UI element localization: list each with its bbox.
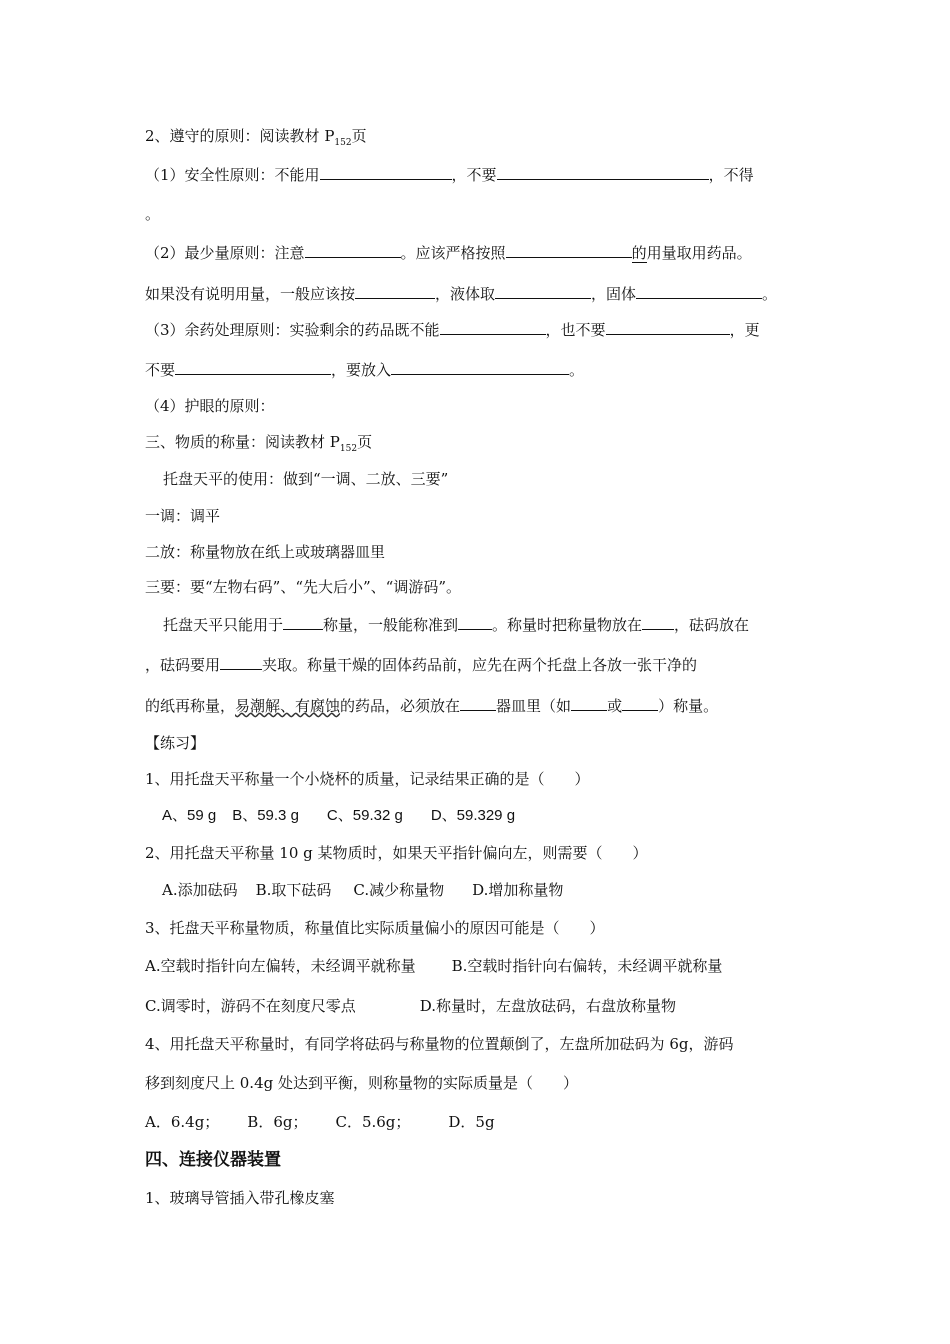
rule-4-line: （4）护眼的原则： [145,397,275,415]
option-b: B、59.3 g [232,807,299,824]
blank [391,359,569,375]
question-4-options [145,1112,495,1132]
blank [460,695,496,711]
step-three-line: 三要：要“左物右码”、“先大后小”、“调游码”。 [145,578,462,596]
option-b: B.取下砝码 [255,881,332,899]
rule-1-end: 。 [145,205,161,223]
option-d: D.称量时，左盘放砝码，右盘放称量物 [419,997,676,1015]
section-3-heading [145,432,372,459]
rule-3-text-b: ，也不要 [545,321,606,339]
question-1: 1、用托盘天平称量一个小烧杯的质量，记录结果正确的是（ ） [145,770,590,788]
blank [495,283,591,299]
rule-3b-text-b: ，要放入 [331,361,392,379]
question-4-line-1: 4、用托盘天平称量时，有同学将砝码与称量物的位置颠倒了，左盘所加砝码为 6g，游码 [145,1035,734,1053]
blank [506,242,632,258]
rule-1-text-c: ，不得 [708,166,754,184]
blank [283,614,323,630]
option-b: B．6g； [247,1113,308,1131]
wavy-emphasis: 易潮解、有腐蚀 [235,697,341,715]
option-d: D、59.329 g [430,807,516,824]
option-a: A、59 g [162,807,217,824]
para-text: ，砝码要用 [145,656,221,674]
rule-2b-end: 。 [762,285,778,303]
blank [606,319,730,335]
rule-2-text-d: 用量取用药品。 [646,244,752,262]
option-c: C.减少称量物 [353,881,445,899]
option-c: C．5.6g； [335,1113,411,1131]
rule-1-text-b: ，不要 [451,166,497,184]
para-text: 的纸再称量， [145,697,236,715]
rule-3b-text: 不要 [145,361,176,379]
blank [440,319,546,335]
blank [642,614,674,630]
question-3-options-row-2 [145,996,676,1016]
page-subscript: 152 [334,138,352,148]
para-text: 托盘天平只能用于 [163,616,284,634]
rule-1-continuation [145,204,160,224]
section-4-item-1: 1、玻璃导管插入带孔橡皮塞 [145,1189,335,1207]
para-text-c: 。称量时把称量物放在 [492,616,643,634]
option-a: A.添加砝码 [162,881,238,899]
blank [571,695,607,711]
option-a: A．6.4g； [145,1113,220,1131]
section-2-suffix: 页 [351,127,367,145]
para-text-c: 的药品，必须放在 [340,697,461,715]
question-2: 2、用托盘天平称量 10 g 某物质时，如果天平指针偏向左，则需要（ ） [145,844,648,862]
blank [320,164,452,180]
section-3-suffix: 页 [357,433,373,451]
rule-2b-text: 如果没有说明用量，一般应该按 [145,285,356,303]
question-1-options [162,806,515,826]
blank [622,695,658,711]
rule-2b-text-b: ，液体取 [435,285,496,303]
blank [636,283,762,299]
blank [355,283,435,299]
question-4-line-2: 移到刻度尺上 0.4g 处达到平衡，则称量物的实际质量是（ ） [145,1074,578,1092]
rule-3-text: （3）余药处理原则：实验剩余的药品既不能 [145,321,440,339]
step-one-line: 一调：调平 [145,507,221,525]
rule-1-text: （1）安全性原则：不能用 [145,166,320,184]
rule-2b-text-c: ，固体 [591,285,637,303]
rule-2b-line [145,283,777,304]
option-d: D．5g [448,1113,495,1131]
rule-2-text: （2）最少量原则：注意 [145,244,305,262]
blank [220,654,262,670]
step-two-line: 二放：称量物放在纸上或玻璃器皿里 [145,543,386,561]
blank [497,164,709,180]
section-3-text: 三、物质的称量：阅读教材 P [145,433,340,451]
blank [458,614,492,630]
blank [305,242,401,258]
rule-2-underlined: 的 [631,244,647,262]
rule-3-line [145,319,760,340]
option-c: C、59.32 g [326,807,403,824]
rule-3b-end: 。 [569,361,585,379]
question-2-options [162,880,563,900]
practice-heading: 【练习】 [145,734,206,752]
option-a: A.空载时指针向左偏转，未经调平就称量 [145,957,416,975]
para-text-b: 称量，一般能称准到 [323,616,459,634]
rule-1-line [145,164,754,185]
option-b: B.空载时指针向右偏转，未经调平就称量 [451,957,723,975]
balance-paragraph-line-2 [145,654,697,675]
question-3: 3、托盘天平称量物质，称量值比实际质量偏小的原因可能是（ ） [145,919,605,937]
rule-3-text-c: ，更 [729,321,760,339]
balance-paragraph-line-1 [163,614,749,635]
rule-2-line [145,242,752,263]
option-c: C.调零时，游码不在刻度尺零点 [145,997,356,1015]
para-text-d: 器皿里（如 [496,697,572,715]
blank [175,359,331,375]
para-text-b: 夹取。称量干燥的固体药品前，应先在两个托盘上各放一张干净的 [262,656,698,674]
balance-usage-line: 托盘天平的使用：做到“一调、二放、三要” [163,470,449,488]
para-text-d: ，砝码放在 [674,616,750,634]
para-text-f: ）称量。 [658,697,719,715]
question-3-options-row-1 [145,956,722,976]
section-2-text: 2、遵守的原则：阅读教材 P [145,127,335,145]
page-subscript: 152 [339,444,358,454]
balance-paragraph-line-3 [145,695,718,716]
option-d: D.增加称量物 [472,881,564,899]
rule-2-text-b: 。应该严格按照 [400,244,506,262]
section-2-heading [145,126,367,153]
para-text-e: 或 [607,697,623,715]
rule-3b-line [145,359,584,380]
section-4-heading: 四、连接仪器装置 [145,1150,281,1170]
